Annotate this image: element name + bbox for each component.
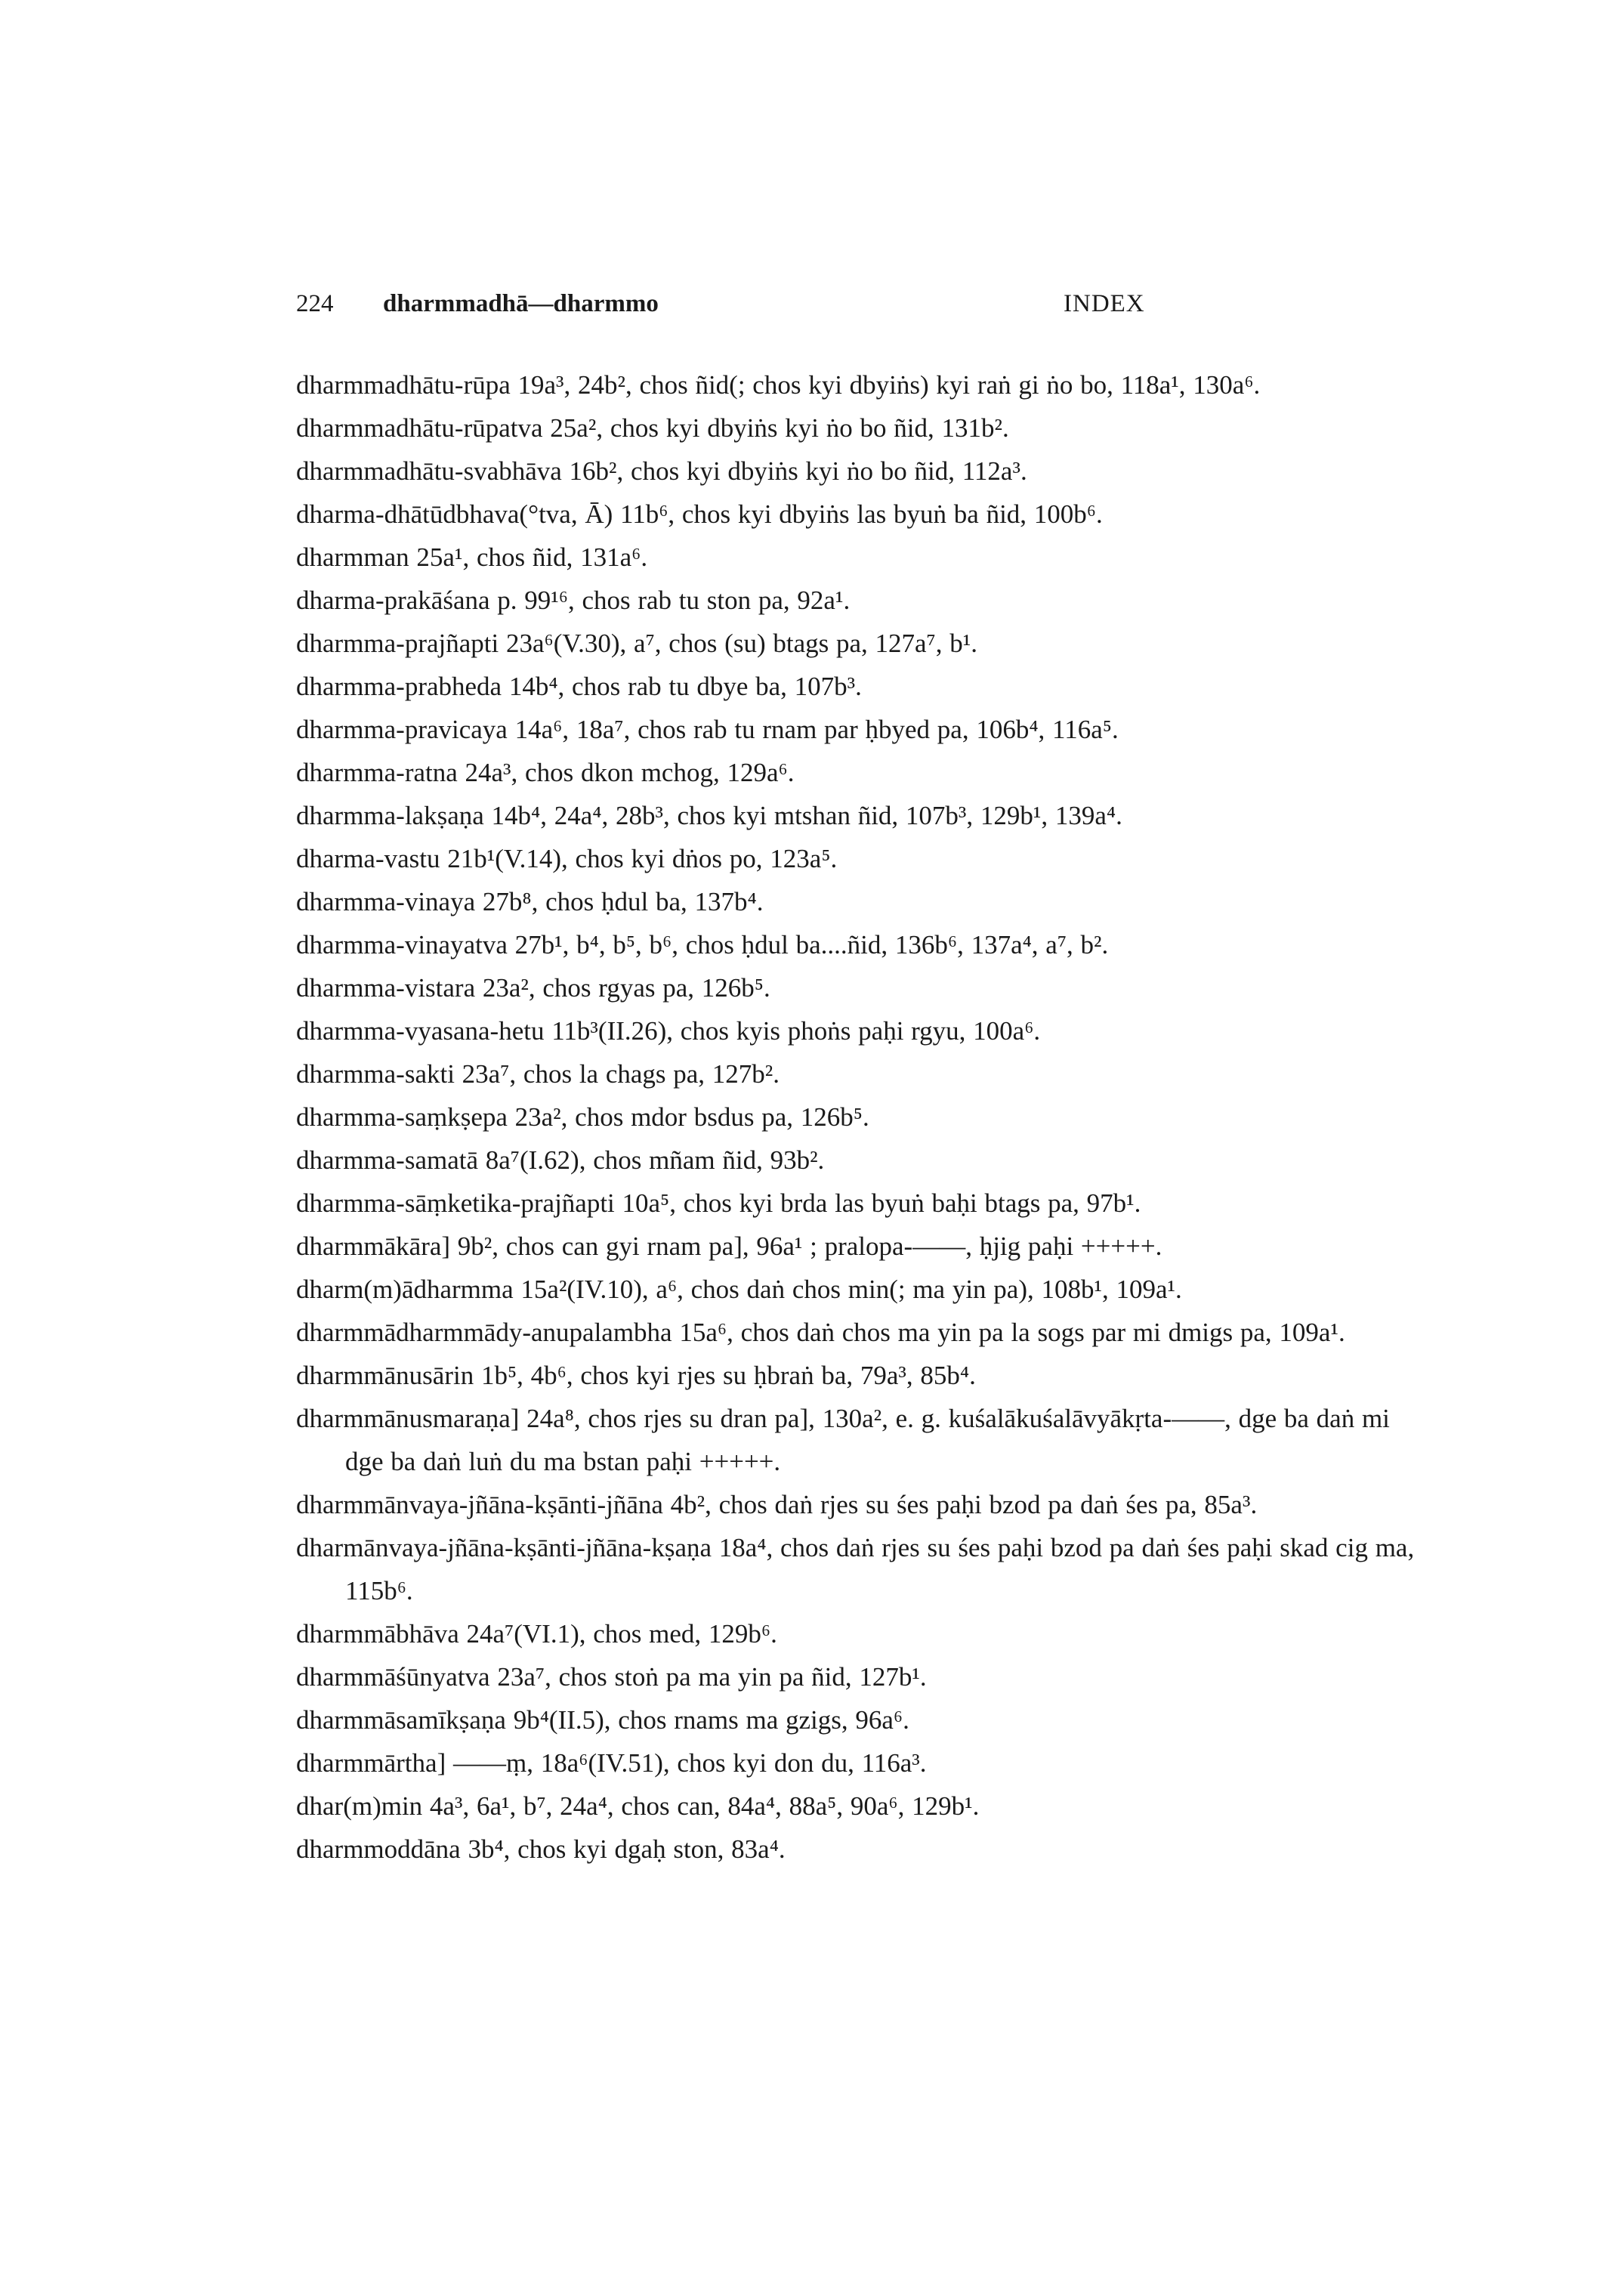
index-entry: dharmma-prabheda 14b⁴, chos rab tu dbye ba, 107b³.: [296, 672, 862, 701]
running-head: [296, 281, 1429, 326]
index-entry: dharmman 25a¹, chos ñid, 131a⁶.: [296, 542, 648, 572]
index-entry: dharmmānusārin 1b⁵, 4b⁶, chos kyi rjes su ḥbraṅ ba, 79a³, 85b⁴.: [296, 1361, 976, 1390]
index-entry: dharmma-ratna 24a³, chos dkon mchog, 129a⁶.: [296, 758, 795, 787]
index-entry: dharmma-prajñapti 23a⁶(V.30), a⁷, chos (su) btags pa, 127a⁷, b¹.: [296, 629, 978, 658]
index-entry: dharmma-sakti 23a⁷, chos la chags pa, 127b².: [296, 1059, 780, 1089]
index-entry: dharmma-pravicaya 14a⁶, 18a⁷, chos rab tu rnam par ḥbyed pa, 106b⁴, 116a⁵.: [296, 715, 1119, 744]
index-entry: dharm(m)ādharmma 15a²(IV.10), a⁶, chos daṅ chos min(; ma yin pa), 108b¹, 109a¹.: [296, 1275, 1182, 1304]
index-entry: dharmmāsamīkṣaṇa 9b⁴(II.5), chos rnams ma gzigs, 96a⁶.: [296, 1705, 909, 1735]
index-entry-list: [296, 363, 1429, 1871]
index-entry: dharmmādharmmādy-anupalambha 15a⁶, chos daṅ chos ma yin pa la sogs par mi dmigs pa, 109a¹.: [296, 1318, 1345, 1347]
index-entry: dharmmākāra] 9b², chos can gyi rnam pa], 96a¹ ; pralopa-——, ḥjig paḥi +++++.: [296, 1231, 1162, 1261]
index-entry: dharmma-vinaya 27b⁸, chos ḥdul ba, 137b⁴.: [296, 887, 764, 916]
index-entry: dharmmāśūnyatva 23a⁷, chos stoṅ pa ma yin pa ñid, 127b¹.: [296, 1662, 927, 1692]
index-entry: dharmānvaya-jñāna-kṣānti-jñāna-kṣaṇa 18a⁴, chos daṅ rjes su śes paḥi bzod pa daṅ śes paḥi skad cig ma, 115b⁶.: [296, 1533, 1415, 1605]
index-entry: dharmma-sāṃketika-prajñapti 10a⁵, chos kyi brda las byuṅ baḥi btags pa, 97b¹.: [296, 1188, 1141, 1218]
index-entry: dharmmānusmaraṇa] 24a⁸, chos rjes su dran pa], 130a², e. g. kuśalākuśalāvyākṛta-——, dge ba daṅ mi dge ba daṅ luṅ du ma bstan paḥi +++++.: [296, 1404, 1390, 1476]
index-entry: dharmma-vinayatva 27b¹, b⁴, b⁵, b⁶, chos ḥdul ba....ñid, 136b⁶, 137a⁴, a⁷, b².: [296, 930, 1109, 959]
index-entry: dharmma-saṃkṣepa 23a², chos mdor bsdus pa, 126b⁵.: [296, 1102, 869, 1132]
index-entry: dharmmārtha] ——ṃ, 18a⁶(IV.51), chos kyi don du, 116a³.: [296, 1748, 927, 1778]
index-entry: dharmmābhāva 24a⁷(VI.1), chos med, 129b⁶.: [296, 1619, 777, 1649]
index-entry: dharmmadhātu-rūpatva 25a², chos kyi dbyiṅs kyi ṅo bo ñid, 131b².: [296, 413, 1009, 443]
entry-range-heading: dharmmadhā—dharmmo: [383, 290, 659, 317]
index-entry: dharmma-vyasana-hetu 11b³(II.26), chos kyis phoṅs paḥi rgyu, 100a⁶.: [296, 1016, 1041, 1046]
index-entry: dharmma-lakṣaṇa 14b⁴, 24a⁴, 28b³, chos kyi mtshan ñid, 107b³, 129b¹, 139a⁴.: [296, 801, 1122, 830]
index-entry: dharmma-samatā 8a⁷(I.62), chos mñam ñid, 93b².: [296, 1145, 825, 1175]
index-entry: dharmmānvaya-jñāna-kṣānti-jñāna 4b², chos daṅ rjes su śes paḥi bzod pa daṅ śes pa, 85a³.: [296, 1490, 1258, 1519]
index-entry: dharmmadhātu-rūpa 19a³, 24b², chos ñid(; chos kyi dbyiṅs) kyi raṅ gi ṅo bo, 118a¹, 130a⁶.: [296, 370, 1261, 400]
index-entry: dharma-dhātūdbhava(°tva, Ā) 11b⁶, chos kyi dbyiṅs las byuṅ ba ñid, 100b⁶.: [296, 499, 1103, 529]
index-entry: dharmmadhātu-svabhāva 16b², chos kyi dbyiṅs kyi ṅo bo ñid, 112a³.: [296, 456, 1027, 486]
index-entry: dharma-prakāśana p. 99¹⁶, chos rab tu ston pa, 92a¹.: [296, 586, 851, 615]
index-entry: dhar(m)min 4a³, 6a¹, b⁷, 24a⁴, chos can, 84a⁴, 88a⁵, 90a⁶, 129b¹.: [296, 1791, 980, 1821]
section-title: INDEX: [1064, 290, 1145, 317]
index-entry: dharmmoddāna 3b⁴, chos kyi dgaḥ ston, 83a⁴.: [296, 1834, 786, 1864]
index-entry: dharma-vastu 21b¹(V.14), chos kyi dṅos po, 123a⁵.: [296, 844, 838, 873]
index-entry: dharmma-vistara 23a², chos rgyas pa, 126b⁵.: [296, 973, 770, 1003]
page-number: 224: [296, 290, 334, 317]
